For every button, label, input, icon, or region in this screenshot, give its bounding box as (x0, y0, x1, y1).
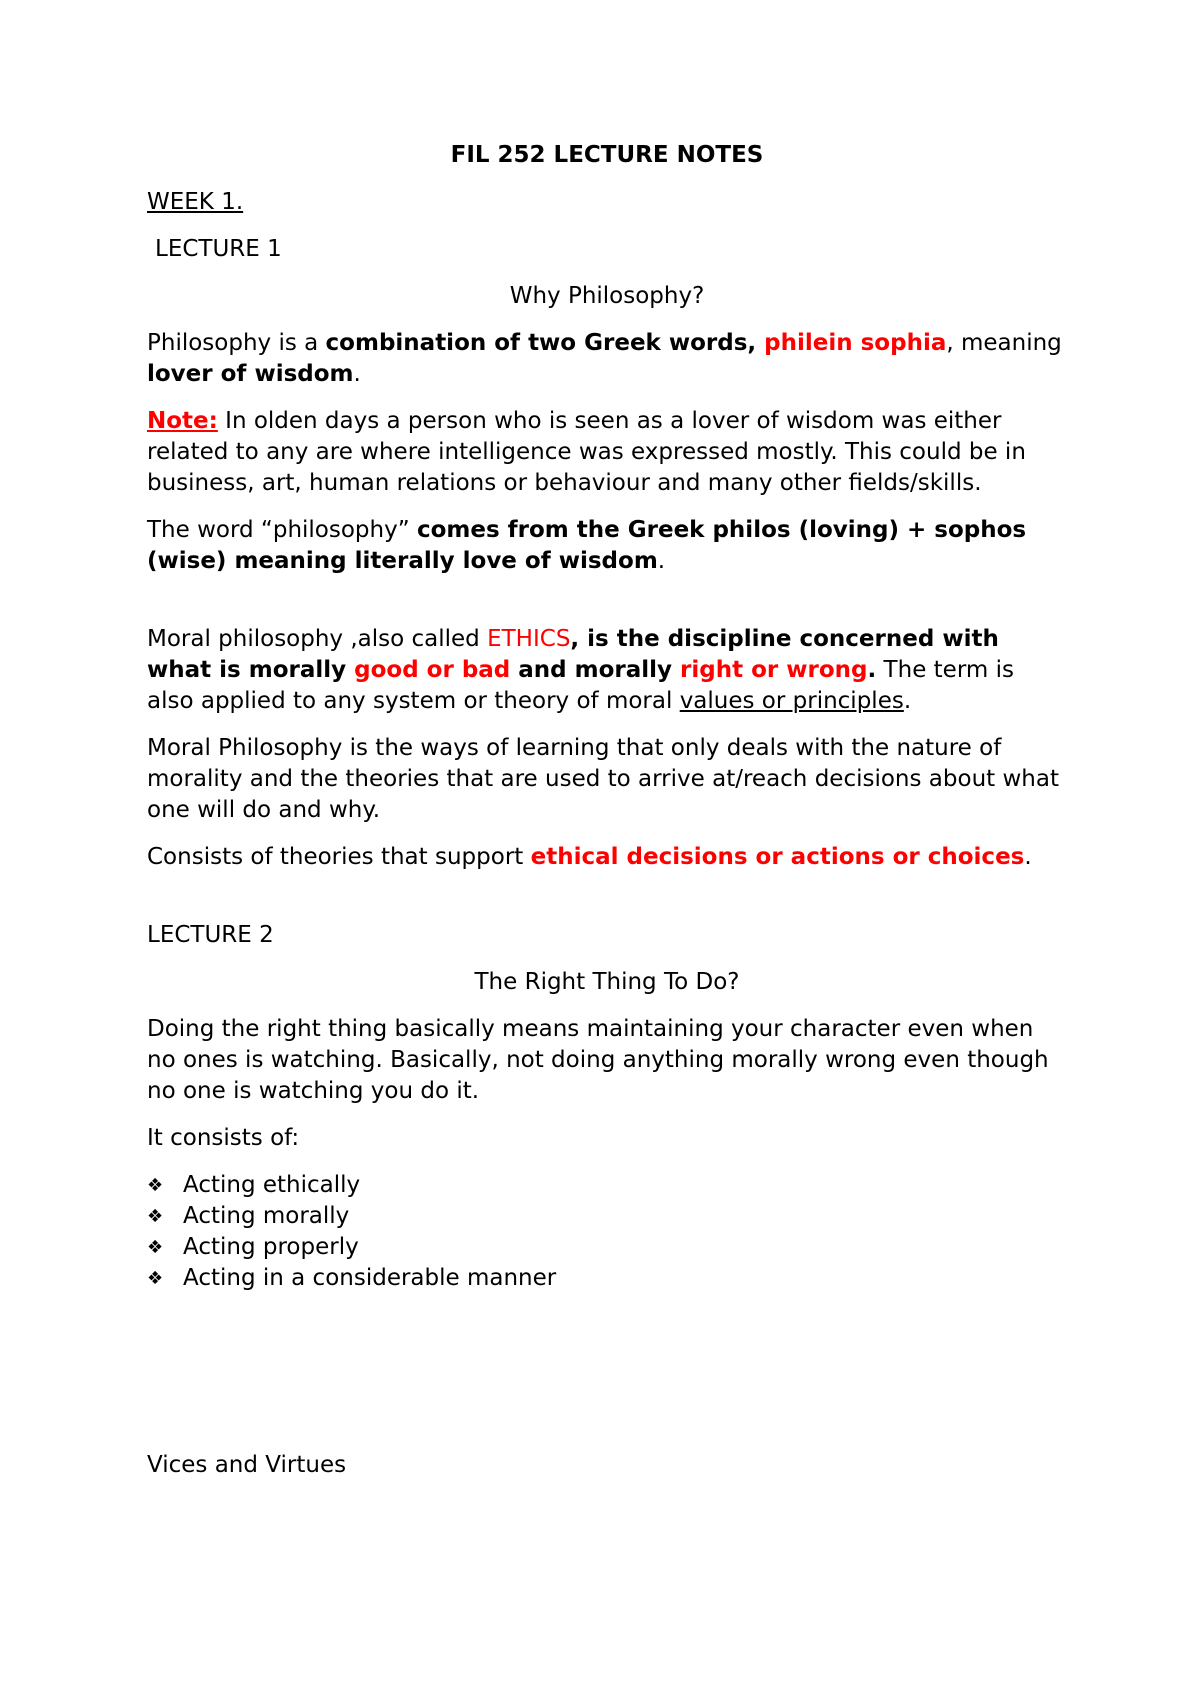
blank-line (147, 593, 1067, 624)
blank-lines (147, 1294, 1067, 1450)
list-item-text: Acting ethically (183, 1172, 361, 1198)
list-item (147, 1232, 1067, 1263)
list-item-text: Acting in a considerable manner (183, 1265, 557, 1291)
document-title: FIL 252 LECTURE NOTES (450, 142, 764, 168)
list-item-text: Acting morally (183, 1203, 350, 1229)
philosophy-definition-paragraph (147, 328, 1067, 390)
lecture-2-heading: The Right Thing To Do? (474, 969, 740, 995)
week-heading: WEEK 1. (147, 189, 244, 215)
note-label: Note: (147, 408, 218, 434)
list-item-text: Acting properly (183, 1234, 359, 1260)
moral-philosophy-ways-paragraph: Moral Philosophy is the ways of learning that only deals with the nature of morality and the theories that are used to arrive at/reach decisions about what one will do and why. (147, 735, 1059, 823)
text-run: Philosophy is a (147, 330, 326, 356)
text-run-red-bold: good or bad (354, 657, 511, 683)
moral-philosophy-paragraph (147, 624, 1067, 717)
text-run-bold: comes from the Greek philos (loving) + sophos (wise) meaning literally love of wisdom (147, 517, 1027, 574)
diamond-bullet-icon: ❖ (147, 1175, 164, 1196)
list-item (147, 1170, 1067, 1201)
list-item (147, 1201, 1067, 1232)
theories-paragraph (147, 842, 1067, 873)
diamond-bullet-icon: ❖ (147, 1237, 164, 1258)
text-run: The word “philosophy” (147, 517, 417, 543)
text-run: . (353, 361, 361, 387)
lecture-1-heading: Why Philosophy? (509, 283, 705, 309)
diamond-bullet-icon: ❖ (147, 1268, 164, 1289)
text-run-underline: values or principles (679, 688, 904, 714)
text-run: Moral philosophy ,also called (147, 626, 488, 652)
text-run: . (903, 688, 912, 714)
note-paragraph (147, 406, 1067, 499)
text-run-bold: , is the discipline concerned with what is morally (147, 626, 999, 683)
text-run: . (657, 548, 666, 574)
text-run: , meaning (946, 330, 1062, 356)
note-text: In olden days a person who is seen as a lover of wisdom was either related to any are where intelligence was expressed mostly. This could be in business, art, human relations or behaviour and many other fields/skills. (147, 408, 1026, 496)
document-body (147, 140, 1067, 1497)
list-item (147, 1263, 1067, 1294)
text-run-red-bold: right or wrong (680, 657, 868, 683)
word-origin-paragraph (147, 515, 1067, 577)
text-run-red-bold: ethical decisions or actions or choices (530, 844, 1025, 870)
bullet-list (147, 1170, 1067, 1294)
text-run-bold: combination of two Greek words, (325, 330, 765, 356)
consists-of-paragraph: It consists of: (147, 1125, 300, 1151)
text-run-bold: lover of wisdom (147, 361, 354, 387)
text-run-red-bold: philein sophia (764, 330, 947, 356)
text-run-bold: . (867, 657, 877, 683)
lecture-2-label: LECTURE 2 (147, 922, 274, 948)
text-run: . (1024, 844, 1032, 870)
lecture-1-label: LECTURE 1 (155, 236, 282, 262)
text-run: Consists of theories that support (147, 844, 531, 870)
blank-line (147, 889, 1067, 920)
text-run-red: ETHICS (487, 626, 571, 652)
vices-and-virtues-heading: Vices and Virtues (147, 1452, 347, 1478)
text-run-bold: and morally (510, 657, 681, 683)
right-thing-paragraph: Doing the right thing basically means maintaining your character even when no ones is watching. Basically, not doing anything morally wrong even though no one is watching you do it. (147, 1016, 1049, 1104)
diamond-bullet-icon: ❖ (147, 1206, 164, 1227)
text-run: The term is also applied to any system or theory of moral (147, 657, 1014, 714)
